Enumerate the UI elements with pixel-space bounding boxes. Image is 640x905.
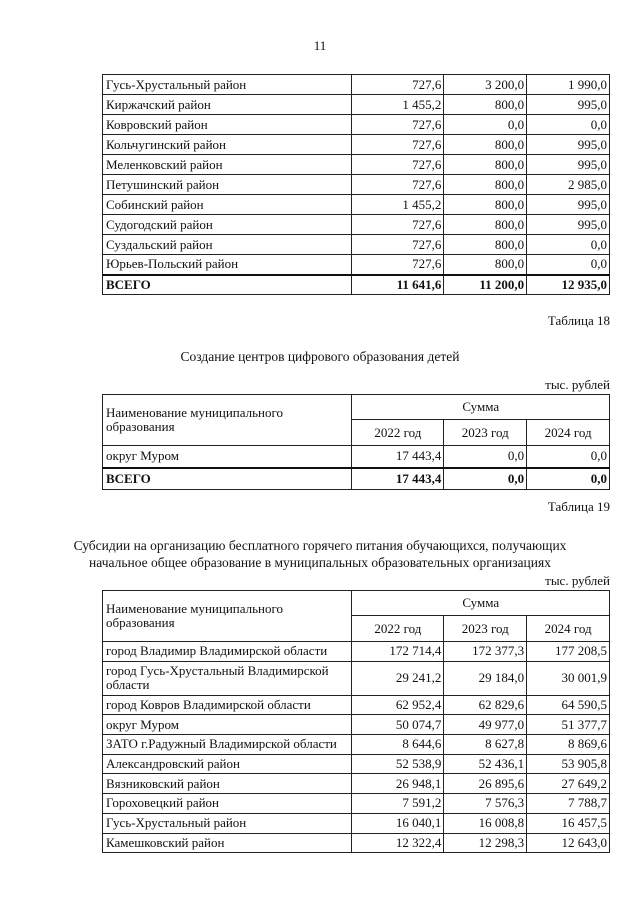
table-row xyxy=(103,135,610,155)
value-2024: 27 649,2 xyxy=(527,774,610,794)
total-row xyxy=(103,275,610,295)
table-19-title xyxy=(60,537,580,571)
table-row xyxy=(103,794,610,814)
total-2022: 11 641,6 xyxy=(352,275,444,295)
value-2023: 29 184,0 xyxy=(444,661,527,695)
table-row xyxy=(103,195,610,215)
value-2024: 64 590,5 xyxy=(527,695,610,715)
row-name: Ковровский район xyxy=(103,115,352,135)
table-17-continuation xyxy=(102,74,610,295)
value-2024: 995,0 xyxy=(527,155,610,175)
value-2024: 0,0 xyxy=(527,446,610,468)
value-2023: 52 436,1 xyxy=(444,754,527,774)
row-name: Судогодский район xyxy=(103,215,352,235)
table-row xyxy=(103,75,610,95)
value-2022: 7 591,2 xyxy=(352,794,444,814)
value-2024: 53 905,8 xyxy=(527,754,610,774)
row-name: округ Муром xyxy=(103,715,352,735)
column-header-2022: 2022 год xyxy=(352,420,444,446)
table-18-title: Создание центров цифрового образования детей xyxy=(180,349,460,364)
row-name: Гусь-Хрустальный район xyxy=(103,75,352,95)
table-row xyxy=(103,833,610,853)
value-2023: 12 298,3 xyxy=(444,833,527,853)
column-header-2024: 2024 год xyxy=(527,420,610,446)
column-header-2023: 2023 год xyxy=(444,420,527,446)
value-2023: 800,0 xyxy=(444,255,527,275)
total-2023: 0,0 xyxy=(444,468,527,490)
value-2023: 62 829,6 xyxy=(444,695,527,715)
value-2023: 800,0 xyxy=(444,195,527,215)
table-row xyxy=(103,715,610,735)
table-row xyxy=(103,642,610,662)
value-2022: 727,6 xyxy=(352,175,444,195)
value-2022: 727,6 xyxy=(352,255,444,275)
table-18 xyxy=(102,394,610,490)
value-2024: 7 788,7 xyxy=(527,794,610,814)
column-header-2024: 2024 год xyxy=(527,616,610,642)
table-row xyxy=(103,774,610,794)
column-header-sum: Сумма xyxy=(352,591,610,616)
value-2023: 26 895,6 xyxy=(444,774,527,794)
value-2023: 8 627,8 xyxy=(444,735,527,755)
value-2024: 30 001,9 xyxy=(527,661,610,695)
value-2023: 3 200,0 xyxy=(444,75,527,95)
row-name: ЗАТО г.Радужный Владимирской области xyxy=(103,735,352,755)
value-2024: 0,0 xyxy=(527,235,610,255)
table-row xyxy=(103,215,610,235)
total-2022: 17 443,4 xyxy=(352,468,444,490)
value-2022: 8 644,6 xyxy=(352,735,444,755)
value-2024: 995,0 xyxy=(527,215,610,235)
table-row xyxy=(103,813,610,833)
table-row xyxy=(103,115,610,135)
total-2023: 11 200,0 xyxy=(444,275,527,295)
column-header-sum: Сумма xyxy=(352,395,610,420)
row-name: Александровский район xyxy=(103,754,352,774)
value-2023: 800,0 xyxy=(444,175,527,195)
table-19-title-line-2: начальное общее образование в муниципальных образовательных организациях xyxy=(89,555,551,570)
table-17-body xyxy=(103,75,610,295)
value-2023: 800,0 xyxy=(444,95,527,115)
column-header-2023: 2023 год xyxy=(444,616,527,642)
value-2022: 16 040,1 xyxy=(352,813,444,833)
total-2024: 0,0 xyxy=(527,468,610,490)
page-number: 11 xyxy=(313,38,327,53)
table-row xyxy=(103,95,610,115)
value-2024: 8 869,6 xyxy=(527,735,610,755)
value-2022: 26 948,1 xyxy=(352,774,444,794)
table-row xyxy=(103,235,610,255)
table-row xyxy=(103,695,610,715)
value-2024: 1 990,0 xyxy=(527,75,610,95)
value-2023: 0,0 xyxy=(444,115,527,135)
table-row xyxy=(103,754,610,774)
value-2023: 800,0 xyxy=(444,135,527,155)
value-2022: 17 443,4 xyxy=(352,446,444,468)
total-label: ВСЕГО xyxy=(103,275,352,295)
total-2024: 12 935,0 xyxy=(527,275,610,295)
value-2024: 2 985,0 xyxy=(527,175,610,195)
value-2022: 727,6 xyxy=(352,115,444,135)
value-2024: 995,0 xyxy=(527,195,610,215)
table-19 xyxy=(102,590,610,853)
row-name: Киржачский район xyxy=(103,95,352,115)
value-2022: 727,6 xyxy=(352,235,444,255)
value-2022: 12 322,4 xyxy=(352,833,444,853)
table-row xyxy=(103,255,610,275)
column-header-name: Наименование муниципального образования xyxy=(103,591,352,642)
table-row xyxy=(103,446,610,468)
table-row xyxy=(103,735,610,755)
row-name: Суздальский район xyxy=(103,235,352,255)
table-19-label: Таблица 19 xyxy=(547,499,610,514)
row-name: Меленковский район xyxy=(103,155,352,175)
value-2024: 12 643,0 xyxy=(527,833,610,853)
value-2024: 0,0 xyxy=(527,255,610,275)
value-2023: 0,0 xyxy=(444,446,527,468)
row-name: город Гусь-Хрустальный Владимирской области xyxy=(103,661,352,695)
value-2022: 62 952,4 xyxy=(352,695,444,715)
value-2022: 50 074,7 xyxy=(352,715,444,735)
value-2024: 16 457,5 xyxy=(527,813,610,833)
value-2024: 51 377,7 xyxy=(527,715,610,735)
row-name: Камешковский район xyxy=(103,833,352,853)
row-name: Гусь-Хрустальный район xyxy=(103,813,352,833)
row-name: Петушинский район xyxy=(103,175,352,195)
value-2023: 800,0 xyxy=(444,215,527,235)
table-19-body xyxy=(103,642,610,853)
value-2022: 172 714,4 xyxy=(352,642,444,662)
value-2024: 177 208,5 xyxy=(527,642,610,662)
row-name: Юрьев-Польский район xyxy=(103,255,352,275)
value-2022: 727,6 xyxy=(352,215,444,235)
total-row xyxy=(103,468,610,490)
value-2023: 16 008,8 xyxy=(444,813,527,833)
row-name: Вязниковский район xyxy=(103,774,352,794)
row-name: город Ковров Владимирской области xyxy=(103,695,352,715)
value-2023: 172 377,3 xyxy=(444,642,527,662)
row-name: Собинский район xyxy=(103,195,352,215)
value-2023: 800,0 xyxy=(444,235,527,255)
total-label: ВСЕГО xyxy=(103,468,352,490)
column-header-2022: 2022 год xyxy=(352,616,444,642)
row-name: Гороховецкий район xyxy=(103,794,352,814)
column-header-name: Наименование муниципального образования xyxy=(103,395,352,446)
table-row xyxy=(103,155,610,175)
row-name: Кольчугинский район xyxy=(103,135,352,155)
value-2022: 29 241,2 xyxy=(352,661,444,695)
table-18-units: тыс. рублей xyxy=(545,377,610,392)
table-row xyxy=(103,175,610,195)
value-2024: 0,0 xyxy=(527,115,610,135)
value-2022: 1 455,2 xyxy=(352,95,444,115)
table-19-units: тыс. рублей xyxy=(545,573,610,588)
value-2022: 727,6 xyxy=(352,75,444,95)
value-2024: 995,0 xyxy=(527,95,610,115)
value-2022: 1 455,2 xyxy=(352,195,444,215)
row-name: город Владимир Владимирской области xyxy=(103,642,352,662)
value-2023: 800,0 xyxy=(444,155,527,175)
table-18-label: Таблица 18 xyxy=(547,313,610,328)
value-2022: 727,6 xyxy=(352,135,444,155)
value-2023: 49 977,0 xyxy=(444,715,527,735)
value-2022: 52 538,9 xyxy=(352,754,444,774)
value-2024: 995,0 xyxy=(527,135,610,155)
table-19-title-line-1: Субсидии на организацию бесплатного горячего питания обучающихся, получающих xyxy=(73,538,567,553)
value-2023: 7 576,3 xyxy=(444,794,527,814)
table-row xyxy=(103,661,610,695)
row-name: округ Муром xyxy=(103,446,352,468)
value-2022: 727,6 xyxy=(352,155,444,175)
